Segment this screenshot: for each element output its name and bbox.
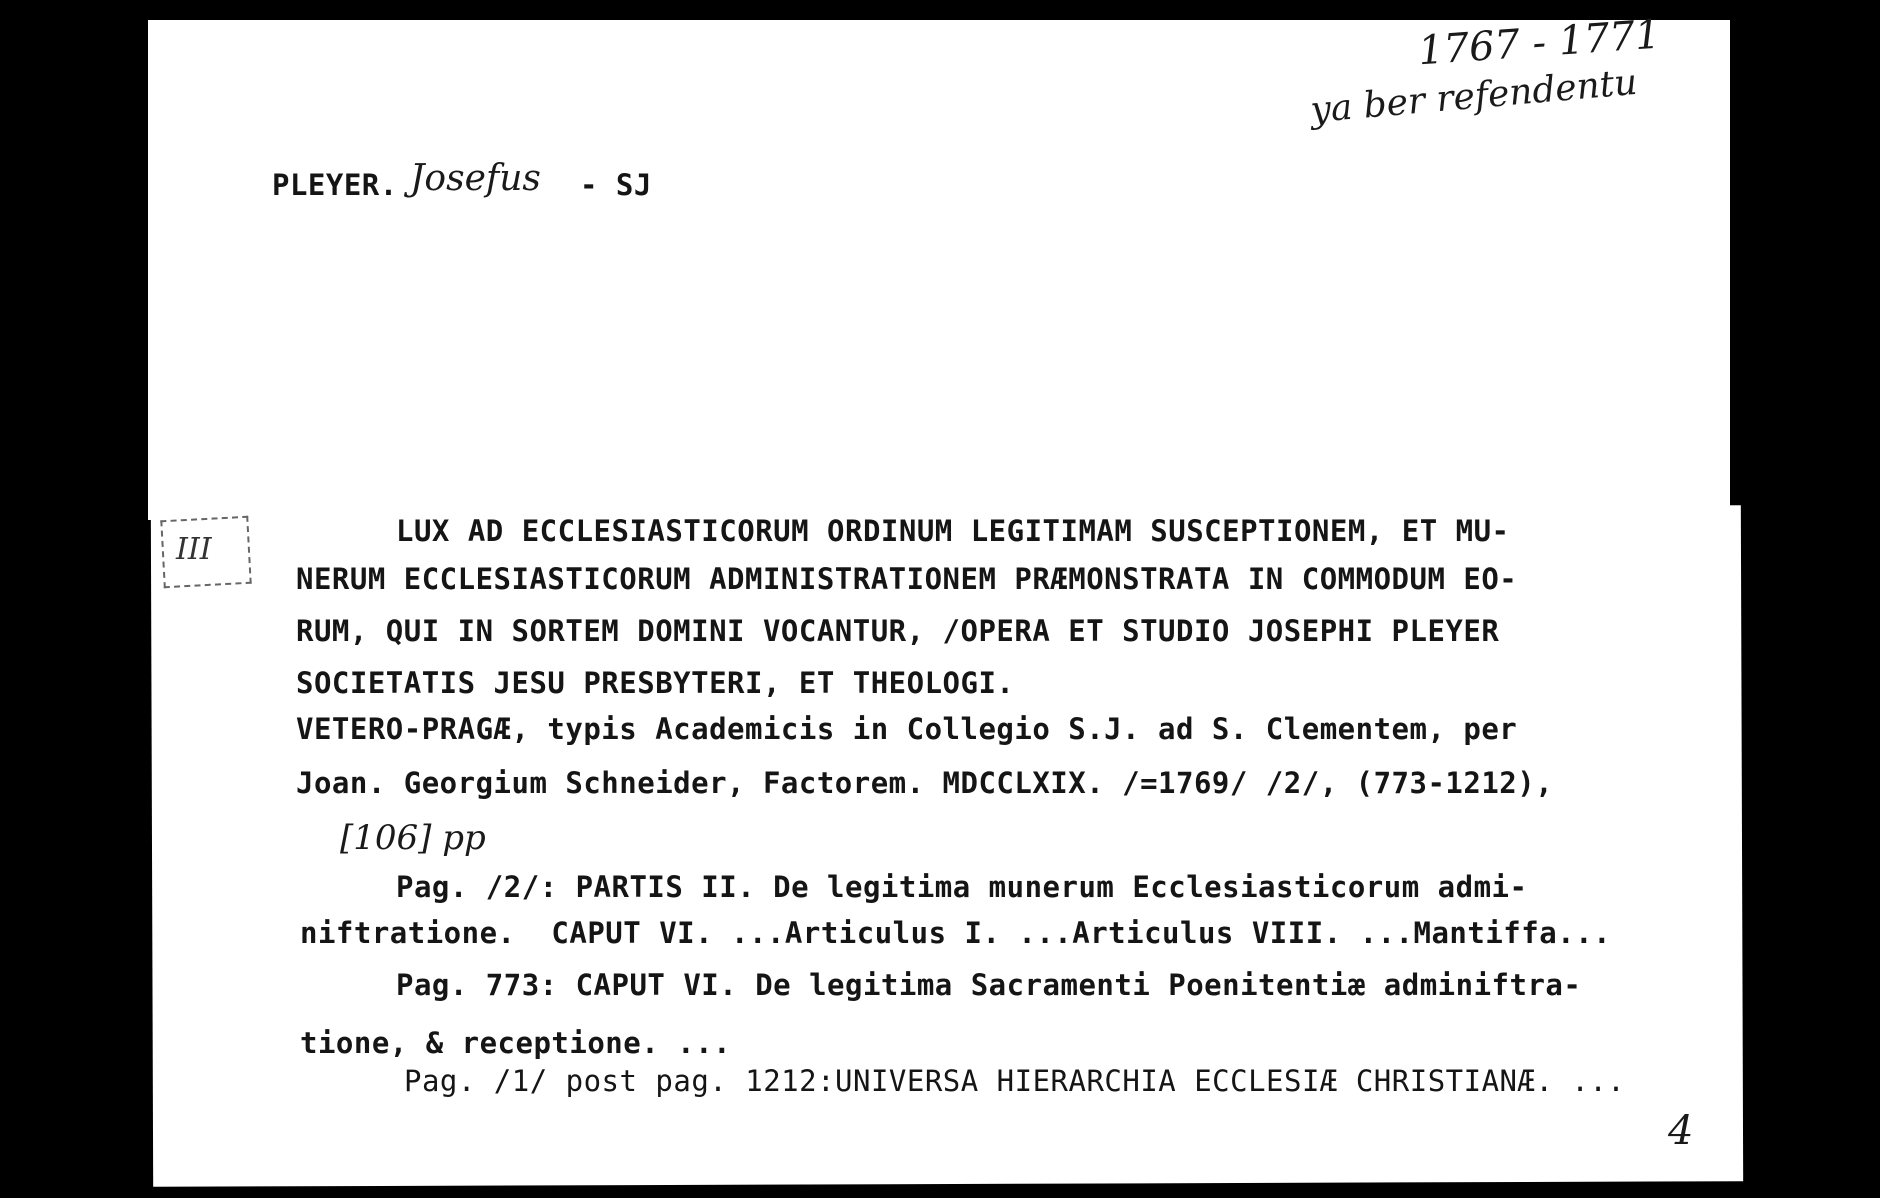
margin-mark-text: III	[176, 532, 212, 567]
contents-line-5: Pag. /1/ post pag. 1212:UNIVERSA HIERARCHIA ECCLESIÆ CHRISTIANÆ. ...	[404, 1064, 1626, 1098]
body-line-2: NERUM ECCLESIASTICORUM ADMINISTRATIONEM PRÆMONSTRATA IN COMMODUM EO-	[296, 562, 1518, 596]
body-line-3: RUM, QUI IN SORTEM DOMINI VOCANTUR, /OPERA ET STUDIO JOSEPHI PLEYER	[296, 614, 1500, 648]
imprint-line-1: VETERO-PRAGÆ, typis Academicis in Collegio S.J. ad S. Clementem, per	[296, 712, 1518, 746]
dates-handwritten: 1767 - 1771	[1416, 11, 1662, 75]
note-handwritten: ya ber refendentu	[1308, 61, 1639, 132]
contents-line-2: niftratione. CAPUT VI. ...Articulus I. ...Articulus VIII. ...Mantiffa...	[300, 916, 1612, 950]
imprint-line-2: Joan. Georgium Schneider, Factorem. MDCCLXIX. /=1769/ /2/, (773-1212),	[296, 766, 1554, 800]
body-line-4: SOCIETATIS JESU PRESBYTERI, ET THEOLOGI.	[296, 666, 1015, 700]
order-abbreviation: - SJ	[580, 168, 652, 202]
author-surname: PLEYER.	[272, 168, 398, 202]
contents-line-1: Pag. /2/: PARTIS II. De legitima munerum Ecclesiasticorum admi-	[396, 870, 1528, 904]
contents-line-3: Pag. 773: CAPUT VI. De legitima Sacramenti Poenitentiæ adminiftra-	[396, 968, 1582, 1002]
card-number-handwritten: 4	[1668, 1108, 1694, 1154]
body-line-1: LUX AD ECCLESIASTICORUM ORDINUM LEGITIMAM SUSCEPTIONEM, ET MU-	[396, 514, 1510, 548]
pages-handwritten: [106] pp	[340, 818, 486, 858]
author-forename-handwritten: Josefus	[410, 158, 541, 199]
contents-line-4: tione, & receptione. ...	[300, 1026, 732, 1060]
